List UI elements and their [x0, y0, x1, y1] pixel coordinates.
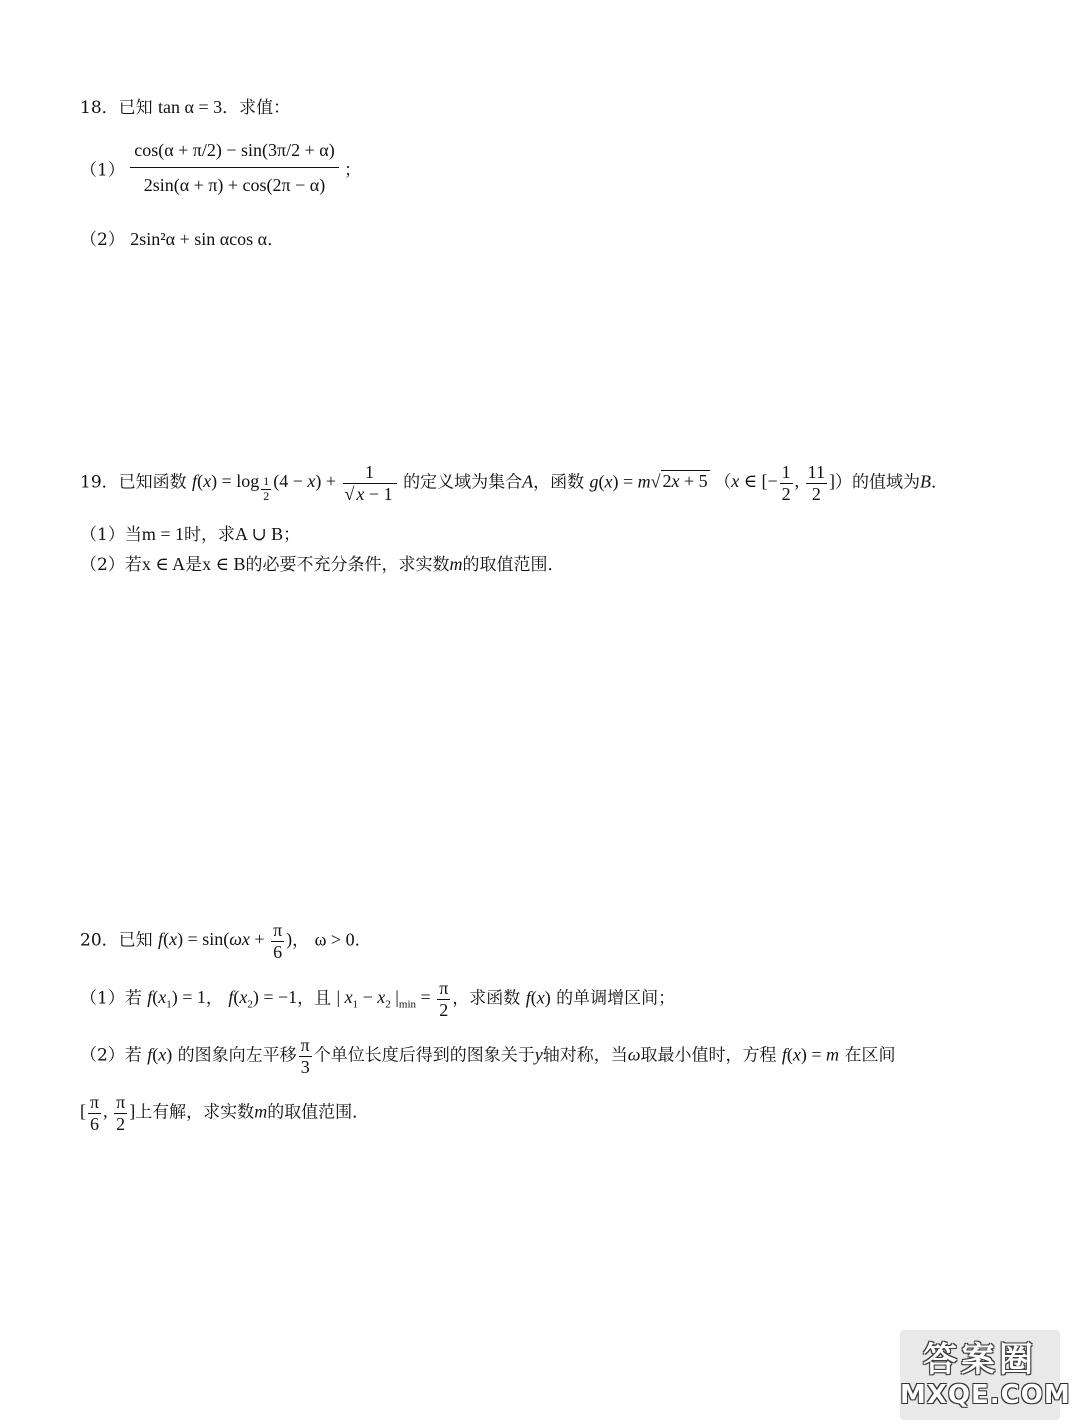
q18-part1-denominator: 2sin(α + π) + cos(2π − α): [130, 167, 338, 200]
q20-part1-min-diff: | $x_1 - x_2$ $|_{min}$ = $\frac{\pi}{2}$: [336, 978, 449, 1020]
q19-set-a: A: [522, 471, 534, 492]
q20-part1-t4: ，求函数: [452, 988, 521, 1009]
q19-part2-t2: 是: [185, 555, 203, 575]
q18-part1-fraction: [130, 136, 338, 200]
q18-number: 18．: [80, 98, 119, 118]
q19-number: 19．: [80, 472, 119, 493]
q20-part2-interval: [ $\frac{\pi}{6}$ , $\frac{\pi}{2}$ ]: [80, 1092, 136, 1134]
q18-ask: ．求值：: [222, 98, 291, 118]
q20-part2-t2: 的图象向左平移: [177, 1045, 297, 1066]
q19-part1-t2: 时，求: [183, 525, 235, 545]
q18-intro: 已知: [118, 98, 153, 118]
q20-part1-t3: ，且: [297, 988, 332, 1009]
q20-part1-t2: ，: [205, 988, 223, 1009]
q20-part2-y: y: [534, 1044, 543, 1065]
q20-part2-t6: 在区间: [844, 1045, 896, 1066]
q20-part2: [80, 1035, 895, 1077]
q18-part2-end: ．: [267, 230, 285, 250]
q18-part2-expr: 2sin²α + sin αcos α: [130, 229, 268, 249]
q20-fx-formula: f(x) = sin(ωx + $\frac{\pi}{6}$ ): [158, 920, 293, 962]
q19-line: [80, 462, 948, 504]
q20-t2: ，: [292, 930, 310, 951]
q20-part2-t7: 上有解，求实数: [135, 1102, 255, 1123]
q19-t6: ．: [931, 472, 949, 493]
q18-line: [80, 93, 290, 118]
q20-line: [80, 920, 372, 962]
q19-part1-end: ；: [283, 525, 301, 545]
q19-part1-t1: 当: [124, 525, 142, 545]
q19-part1-label: （1）: [80, 525, 125, 545]
q19-part1-union: A ∪ B: [234, 524, 284, 544]
q18-condition: tan α = 3: [158, 97, 223, 117]
q19-part2-t4: 的取值范围．: [462, 555, 565, 575]
q20-t3: ．: [354, 930, 372, 951]
q20-part2-fx: f(x): [147, 1044, 173, 1065]
q20-part1-fx: f(x): [525, 987, 551, 1008]
watermark-bottom-text: MXQE.COM: [900, 1380, 1071, 1410]
q19-part1: [80, 520, 300, 545]
q20-part1-f-x2: $f(x_2) = -1$: [228, 987, 298, 1011]
q20-part2-t3: 个单位长度后得到的图象关于: [313, 1045, 535, 1066]
q19-t2: 的定义域为集合: [403, 472, 523, 493]
q20-part2-cont: [80, 1092, 369, 1134]
q19-t5: ）的值域为: [835, 472, 921, 493]
q20-part2-t8: 的取值范围．: [267, 1102, 370, 1123]
watermark-top-text: 答案圈: [923, 1340, 1037, 1380]
q20-part1-f-x1: $f(x_1) = 1$: [147, 987, 206, 1011]
q20-part1-label: （1）: [80, 988, 125, 1009]
q20-part2-m: m: [254, 1101, 268, 1122]
q20-part2-omega: ω: [627, 1044, 641, 1065]
q19-gx-formula: g(x) = m√ 2x + 5: [589, 471, 708, 492]
q19-t1: 已知函数: [118, 472, 187, 493]
q19-part2-label: （2）: [80, 555, 125, 575]
q20-part1: [80, 978, 675, 1020]
q18-part1-label: （1）: [80, 160, 125, 181]
q20-part2-t5: 取最小值时，方程: [640, 1045, 777, 1066]
q19-set-b: B: [920, 471, 932, 492]
q20-part1-t1: 若: [124, 988, 142, 1009]
q19-fx-formula: f(x) = log $_{\frac{1}{2}}$ (4 − x) + $\frac{1}{√ x - 1}$: [192, 471, 403, 491]
q20-part2-equation: f(x) = m: [781, 1044, 840, 1065]
q19-part2-t1: 若: [124, 555, 142, 575]
q20-cond: ω > 0: [314, 929, 355, 950]
q19-part2: [80, 550, 565, 575]
q20-part1-t5: 的单调增区间；: [556, 988, 676, 1009]
q19-part2-m: m: [449, 554, 463, 574]
q18-part1-end: ；: [344, 160, 362, 181]
q19-part2-t3: 的必要不充分条件，求实数: [245, 555, 450, 575]
q19-part1-cond: m = 1: [141, 524, 184, 544]
q18-part1-numerator: cos(α + π/2) − sin(3π/2 + α): [134, 140, 335, 160]
q19-t3: ，函数: [533, 472, 585, 493]
q20-part2-t4: 轴对称，当: [542, 1045, 628, 1066]
q18-part2-label: （2）: [80, 230, 125, 250]
q20-t1: 已知: [118, 930, 153, 951]
watermark-logo: [900, 1330, 1071, 1420]
q20-number: 20．: [80, 930, 119, 951]
q18-part1: [80, 136, 361, 200]
q18-part2: [80, 225, 284, 250]
q20-part2-t1: 若: [124, 1045, 142, 1066]
q19-part2-xa: x ∈ A: [141, 554, 186, 574]
q20-part2-label: （2）: [80, 1045, 125, 1066]
q19-t4: （: [714, 472, 732, 493]
q19-part2-xb: x ∈ B: [202, 554, 246, 574]
q19-domain: x ∈ [− $\frac{1}{2}$ , $\frac{11}{2}$ ]: [731, 462, 836, 504]
q20-part2-shift: $\frac{\pi}{3}$: [300, 1035, 310, 1077]
